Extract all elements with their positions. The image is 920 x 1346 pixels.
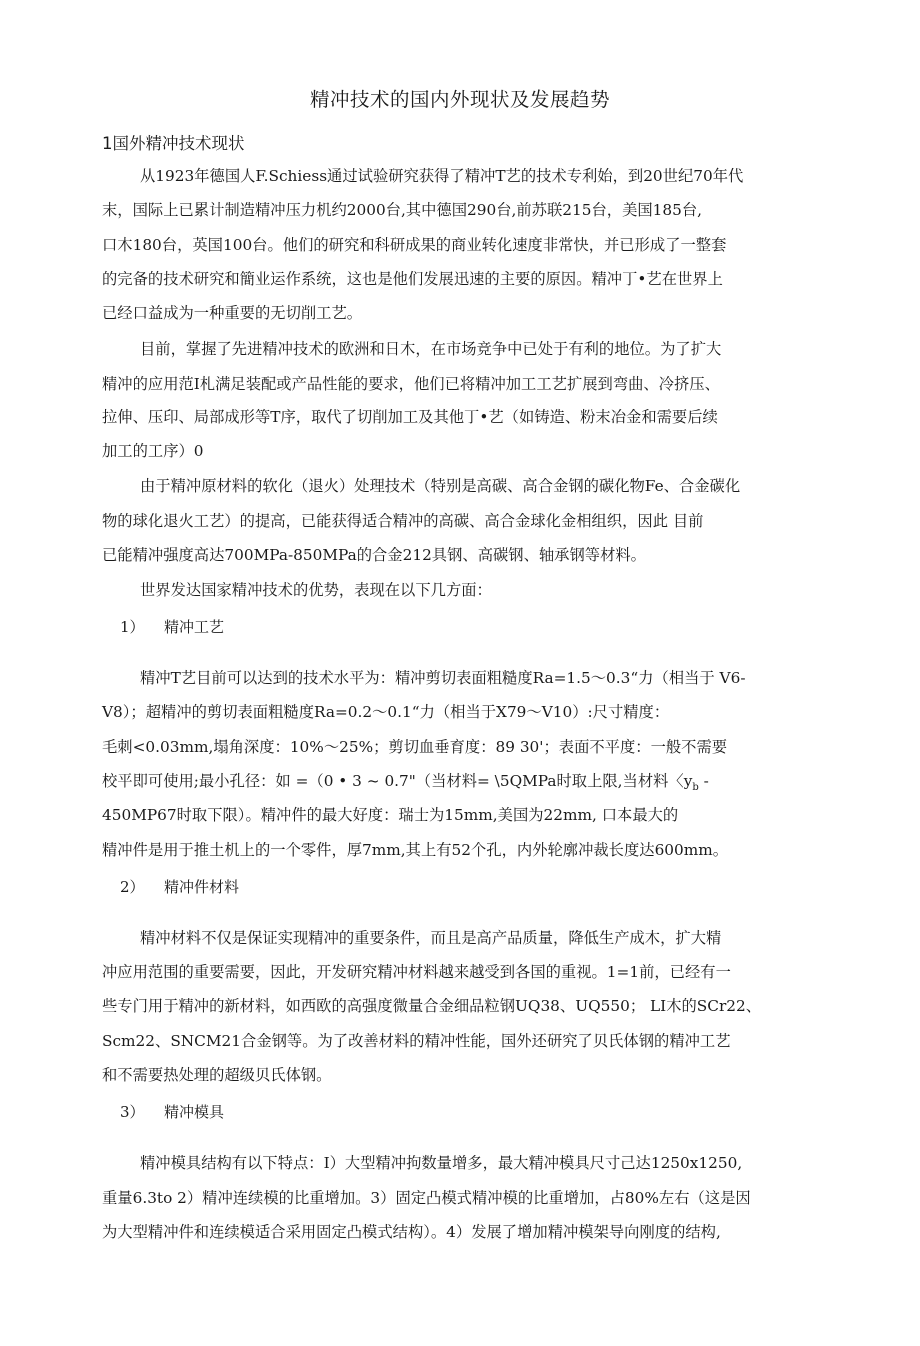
paragraph-line: 和不需要热处理的超级贝氏体钢。 (102, 1066, 332, 1084)
list-item-label: 精冲工艺 (164, 618, 225, 636)
paragraph-line: 450MP67时取下限）。精冲件的最大好度：瑞士为15mm,美国为22mm, 口本最大的 (102, 806, 679, 824)
paragraph-line: Scm22、SNCM21合金钢等。为了改善材料的精冲性能，国外还研究了贝氏体钢的精冲工艺 (102, 1032, 731, 1050)
paragraph-line: 由于精冲原材料的软化（退火）处理技术（特别是高碳、高合金钢的碳化物Fe、合金碳化 (140, 477, 741, 495)
paragraph-line: 毛刺<0.03mm,塌角深度：10%～25%；剪切血垂育度：89 30'；表面不平度：一般不需要 (102, 738, 728, 756)
list-item-heading (120, 1102, 224, 1122)
paragraph-line: 世界发达国家精冲技术的优势，表现在以下几方面： (140, 581, 492, 599)
paragraph-line: 加工的工序）0 (102, 442, 204, 460)
paragraph-line: 目前，掌握了先进精冲技术的欧洲和日木，在市场竞争中已处于有利的地位。为了扩大 (140, 340, 722, 358)
paragraph-line: 精冲的应用范I札满足装配或产品性能的要求，他们已将精冲加工工艺扩展到弯曲、冷挤压、 (102, 375, 720, 393)
paragraph-line: 精冲T艺目前可以达到的技术水平为：精冲剪切表面粗糙度Ra=1.5～0.3“力（相当于 V6- (140, 669, 746, 687)
paragraph-line-text: 校平即可使用;最小孔径：如 =（0 • 3 ~ 0.7"（当材料= \5QMPa时取上限,当材料〈y (102, 772, 693, 790)
paragraph-line: 物的球化退火工艺）的提高，已能获得适合精冲的高碳、高合金球化金相组织，因此 目前 (102, 512, 704, 530)
list-item-number: 1） (120, 618, 145, 636)
list-item-label: 精冲模具 (164, 1103, 225, 1121)
paragraph-line: 末，国际上已累计制造精冲压力机约2000台,其中德国290台,前苏联215台，美国185台, (102, 201, 703, 219)
paragraph-line: 精冲材料不仅是保证实现精冲的重要条件，而且是高产品质量，降低生产成木，扩大精 (140, 929, 722, 947)
list-item-heading (120, 617, 224, 637)
paragraph-line: 些专门用于精冲的新材料，如西欧的高强度微量合金细品粒钢UQ38、UQ550； LI木的SCr22、 (102, 997, 762, 1015)
list-item-number: 2） (120, 878, 145, 896)
paragraph-line: 已能精冲强度高达700MPa-850MPa的合金212具钢、高碳钢、轴承钢等材料。 (102, 546, 646, 564)
paragraph-line: 冲应用范围的重要需要，因此，开发研究精冲材料越来越受到各国的重视。1=1前，已经有一 (102, 963, 731, 981)
paragraph-line: 已经口益成为一种重要的无切削工艺。 (102, 304, 363, 322)
paragraph-line: 精冲件是用于推土机上的一个零件，厚7mm,其上有52个孔，内外轮廓冲裁长度达600mm。 (102, 841, 729, 859)
paragraph-line: 精冲模具结构有以下特点：I）大型精冲拘数量增多，最大精冲模具尺寸己达1250x1250, (140, 1154, 743, 1172)
paragraph-line (102, 771, 709, 798)
paragraph-line: 拉伸、压印、局部成形等T序，取代了切削加工及其他丁•艺（如铸造、粉末冶金和需要后续 (102, 408, 718, 426)
paragraph-line: 的完备的技术研究和簡业运作系统，这也是他们发展迅速的主要的原因。精冲丁•艺在世界上 (102, 270, 723, 288)
paragraph-line: 重量6.3to 2）精冲连续模的比重增加。3）固定凸模式精冲模的比重增加，占80%左右（这是因 (102, 1189, 751, 1207)
section-heading: 1国外精冲技术现状 (102, 134, 245, 153)
paragraph-line: 口木180台，英国100台。他们的研究和科研成果的商业转化速度非常快，并已形成了一整套 (102, 236, 727, 254)
list-item-heading (120, 877, 239, 897)
paragraph-line: V8）；超精冲的剪切表面粗糙度Ra=0.2～0.1“力（相当于X79～V10）:尺寸精度： (102, 703, 670, 721)
paragraph-line-tail: - (698, 772, 709, 790)
document-title: 精冲技术的国内外现状及发展趋势 (309, 88, 610, 111)
subscript: b (692, 782, 699, 794)
list-item-label: 精冲件材料 (164, 878, 240, 896)
paragraph-line: 为大型精冲件和连续模适合采用固定凸模式结构）。4）发展了增加精冲模架导向刚度的结构, (102, 1223, 721, 1241)
paragraph-line: 从1923年德国人F.Schiess通过试验研究获得了精冲T艺的技术专利始，到20世纪70年代 (140, 167, 744, 185)
list-item-number: 3） (120, 1103, 145, 1121)
